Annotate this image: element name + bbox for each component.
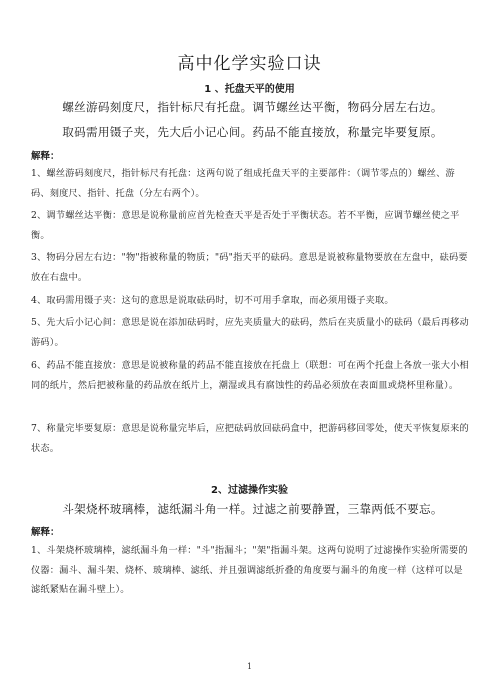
- document-title: 高中化学实验口诀: [177, 54, 322, 74]
- explanation-label: 解释：: [31, 151, 60, 162]
- rhyme-line: 斗架烧杯玻璃棒，滤纸漏斗角一样。过滤之前要静置，三靠两低不要忘。: [62, 502, 443, 516]
- explanation-paragraph: 2、调节螺丝达平衡：意思是说称量前应首先检查天平是否处于平衡状态。若不平衡，应调节螺丝使之平衡。: [31, 210, 460, 241]
- explanation-paragraph: 3、物码分居左右边："物"指被称量的物质；"码"指天平的砝码。意思是说被称量物要放在左盘中，砝码要放在右盘中。: [31, 252, 468, 283]
- explanation-paragraph: 1、斗架烧杯玻璃棒，滤纸漏斗角一样："斗"指漏斗；"架"指漏斗架。这两句说明了过滤操作实验所需要的仪器：漏斗、漏斗架、烧杯、玻璃棒、滤纸、并且强调滤纸折叠的角度要与漏斗的角度一样（这样可以是滤纸紧贴在漏斗壁上）。: [31, 545, 468, 595]
- explanation-paragraph: 4、取码需用镊子夹：这句的意思是说取砝码时，切不可用手拿取，而必须用镊子夹取。: [31, 295, 394, 306]
- section-heading-balance: 1 、托盘天平的使用: [204, 84, 295, 95]
- section-heading-filtration: 2、过滤操作实验: [211, 485, 288, 496]
- rhyme-line: 取码需用镊子夹，先大后小记心间。药品不能直接放，称量完毕要复原。: [62, 125, 443, 139]
- explanation-paragraph: 1、螺丝游码刻度尺，指针标尺有托盘：这两句说了组成托盘天平的主要部件：（调节零点的）螺丝、游码、刻度尺、指针、托盘（分左右两个）。: [31, 168, 455, 199]
- explanation-paragraph: 7、称量完毕要复原：意思是说称量完毕后，应把砝码放回砝码盒中，把游码移回零处，使天平恢复原来的状态。: [31, 423, 469, 454]
- page-number: 1: [246, 662, 253, 671]
- explanation-paragraph: 6、药品不能直接放：意思是说被称量的药品不能直接放在托盘上（联想：可在两个托盘上各放一张大小相同的纸片，然后把被称量的药品放在纸片上，潮湿或具有腐蚀性的药品必须放在表面皿或烧杯里称量）。: [31, 360, 469, 391]
- rhyme-line: 螺丝游码刻度尺，指针标尺有托盘。调节螺丝达平衡，物码分居左右边。: [62, 100, 443, 114]
- explanation-paragraph: 5、先大后小记心间：意思是说在添加砝码时，应先夹质量大的砝码，然后在夹质量小的砝码（最后再移动游码）。: [31, 317, 469, 348]
- explanation-label: 解释：: [31, 527, 60, 538]
